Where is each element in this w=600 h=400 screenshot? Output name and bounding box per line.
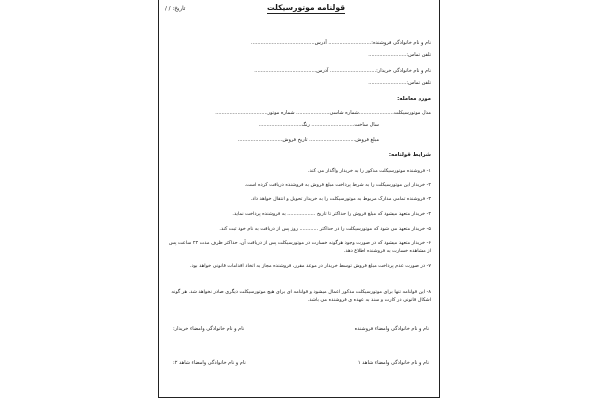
clause-1: ۱- فروشنده موتورسیکلت مذکور را به خریدار واگذار می کند. (307, 168, 431, 174)
clause-2: ۲- خریدار این موتورسیکلت را به شرط پرداخت مبلغ فروش به فروشنده دریافت کرده است. (244, 182, 431, 188)
clause-3: ۳- فروشنده تمامی مدارک مربوط به موتورسیکلت را به خریدار تحویل و انتقال خواهد داد. (250, 196, 431, 202)
date-field: تاریخ: / / (165, 6, 186, 12)
seller-phone-field: تلفن تماس:........................ (368, 52, 431, 58)
clause-7: ۷- در صورت عدم پرداخت مبلغ فروش توسط خریدار در موعد مقرر، فروشنده مجاز به اتخاذ اقدامات قانونی خواهد بود. (189, 263, 431, 269)
seller-signature-label: نام و نام خانوادگی وامضاء فروشنده (354, 326, 429, 332)
contract-sheet (158, 0, 440, 398)
clause-6: ۶- خریدار متعهد میشود که در صورت وجود هرگونه خسارت در موتورسیکلت پس از دریافت آن، حداکثر ظرف مدت ۲۴ ساعت پس از مشاهده خسارت به فروشنده اطلاع دهد. (168, 240, 431, 254)
subject-line-model: مدل موتورسیکلت......................شماره شاسی..................... شماره موتور................................. (215, 110, 431, 116)
subject-heading: مورد معامله: (397, 96, 431, 102)
subject-line-price-date: مبلغ فروش............................. تاریخ فروش............................ (237, 137, 379, 143)
buyer-phone-field: تلفن تماس:........................ (368, 80, 431, 86)
clause-8: ۸- این قولنامه تنها برای موتورسیکلت مذکور اعمال میشود و قولنامه ای برای هیچ موتورسیکلت دیگری صادر نخواهد شد. هر گونه اشکال قانونی در کارت و سند به عهده ی فروشنده می باشد. (171, 289, 431, 303)
seller-name-address-field: نام و نام خانوادگی فروشنده:........................... آدرس........................................ (251, 40, 431, 46)
conditions-heading: شرایط قولنامه: (388, 152, 431, 158)
subject-line-year-color: سال ساخت........................... رنگ........................... (258, 122, 379, 128)
buyer-name-address-field: نام و نام خانوادگی خریدار:............................. آدرس....................................... (254, 68, 431, 74)
document-title: قولنامه موتورسیکلت (267, 3, 346, 12)
clause-4: ۴- خریدار متعهد میشود که مبلغ فروش را حداکثر تا تاریخ .................. به فروشنده پرداخت نماید. (232, 211, 431, 217)
buyer-signature-label: نام و نام خانوادگی وامضاء خریدار: (173, 326, 245, 332)
witness2-signature-label: نام و نام خانوادگی وامضاء شاهد ۲: (173, 360, 246, 366)
clause-5: ۵- خریدار متعهد می شود که موتورسیکلت را در حداکثر ............ روز پس از دریافت به نام خود ثبت کند. (219, 226, 431, 232)
witness1-signature-label: نام و نام خانوادگی وامضاء شاهد ۱ (357, 360, 429, 366)
